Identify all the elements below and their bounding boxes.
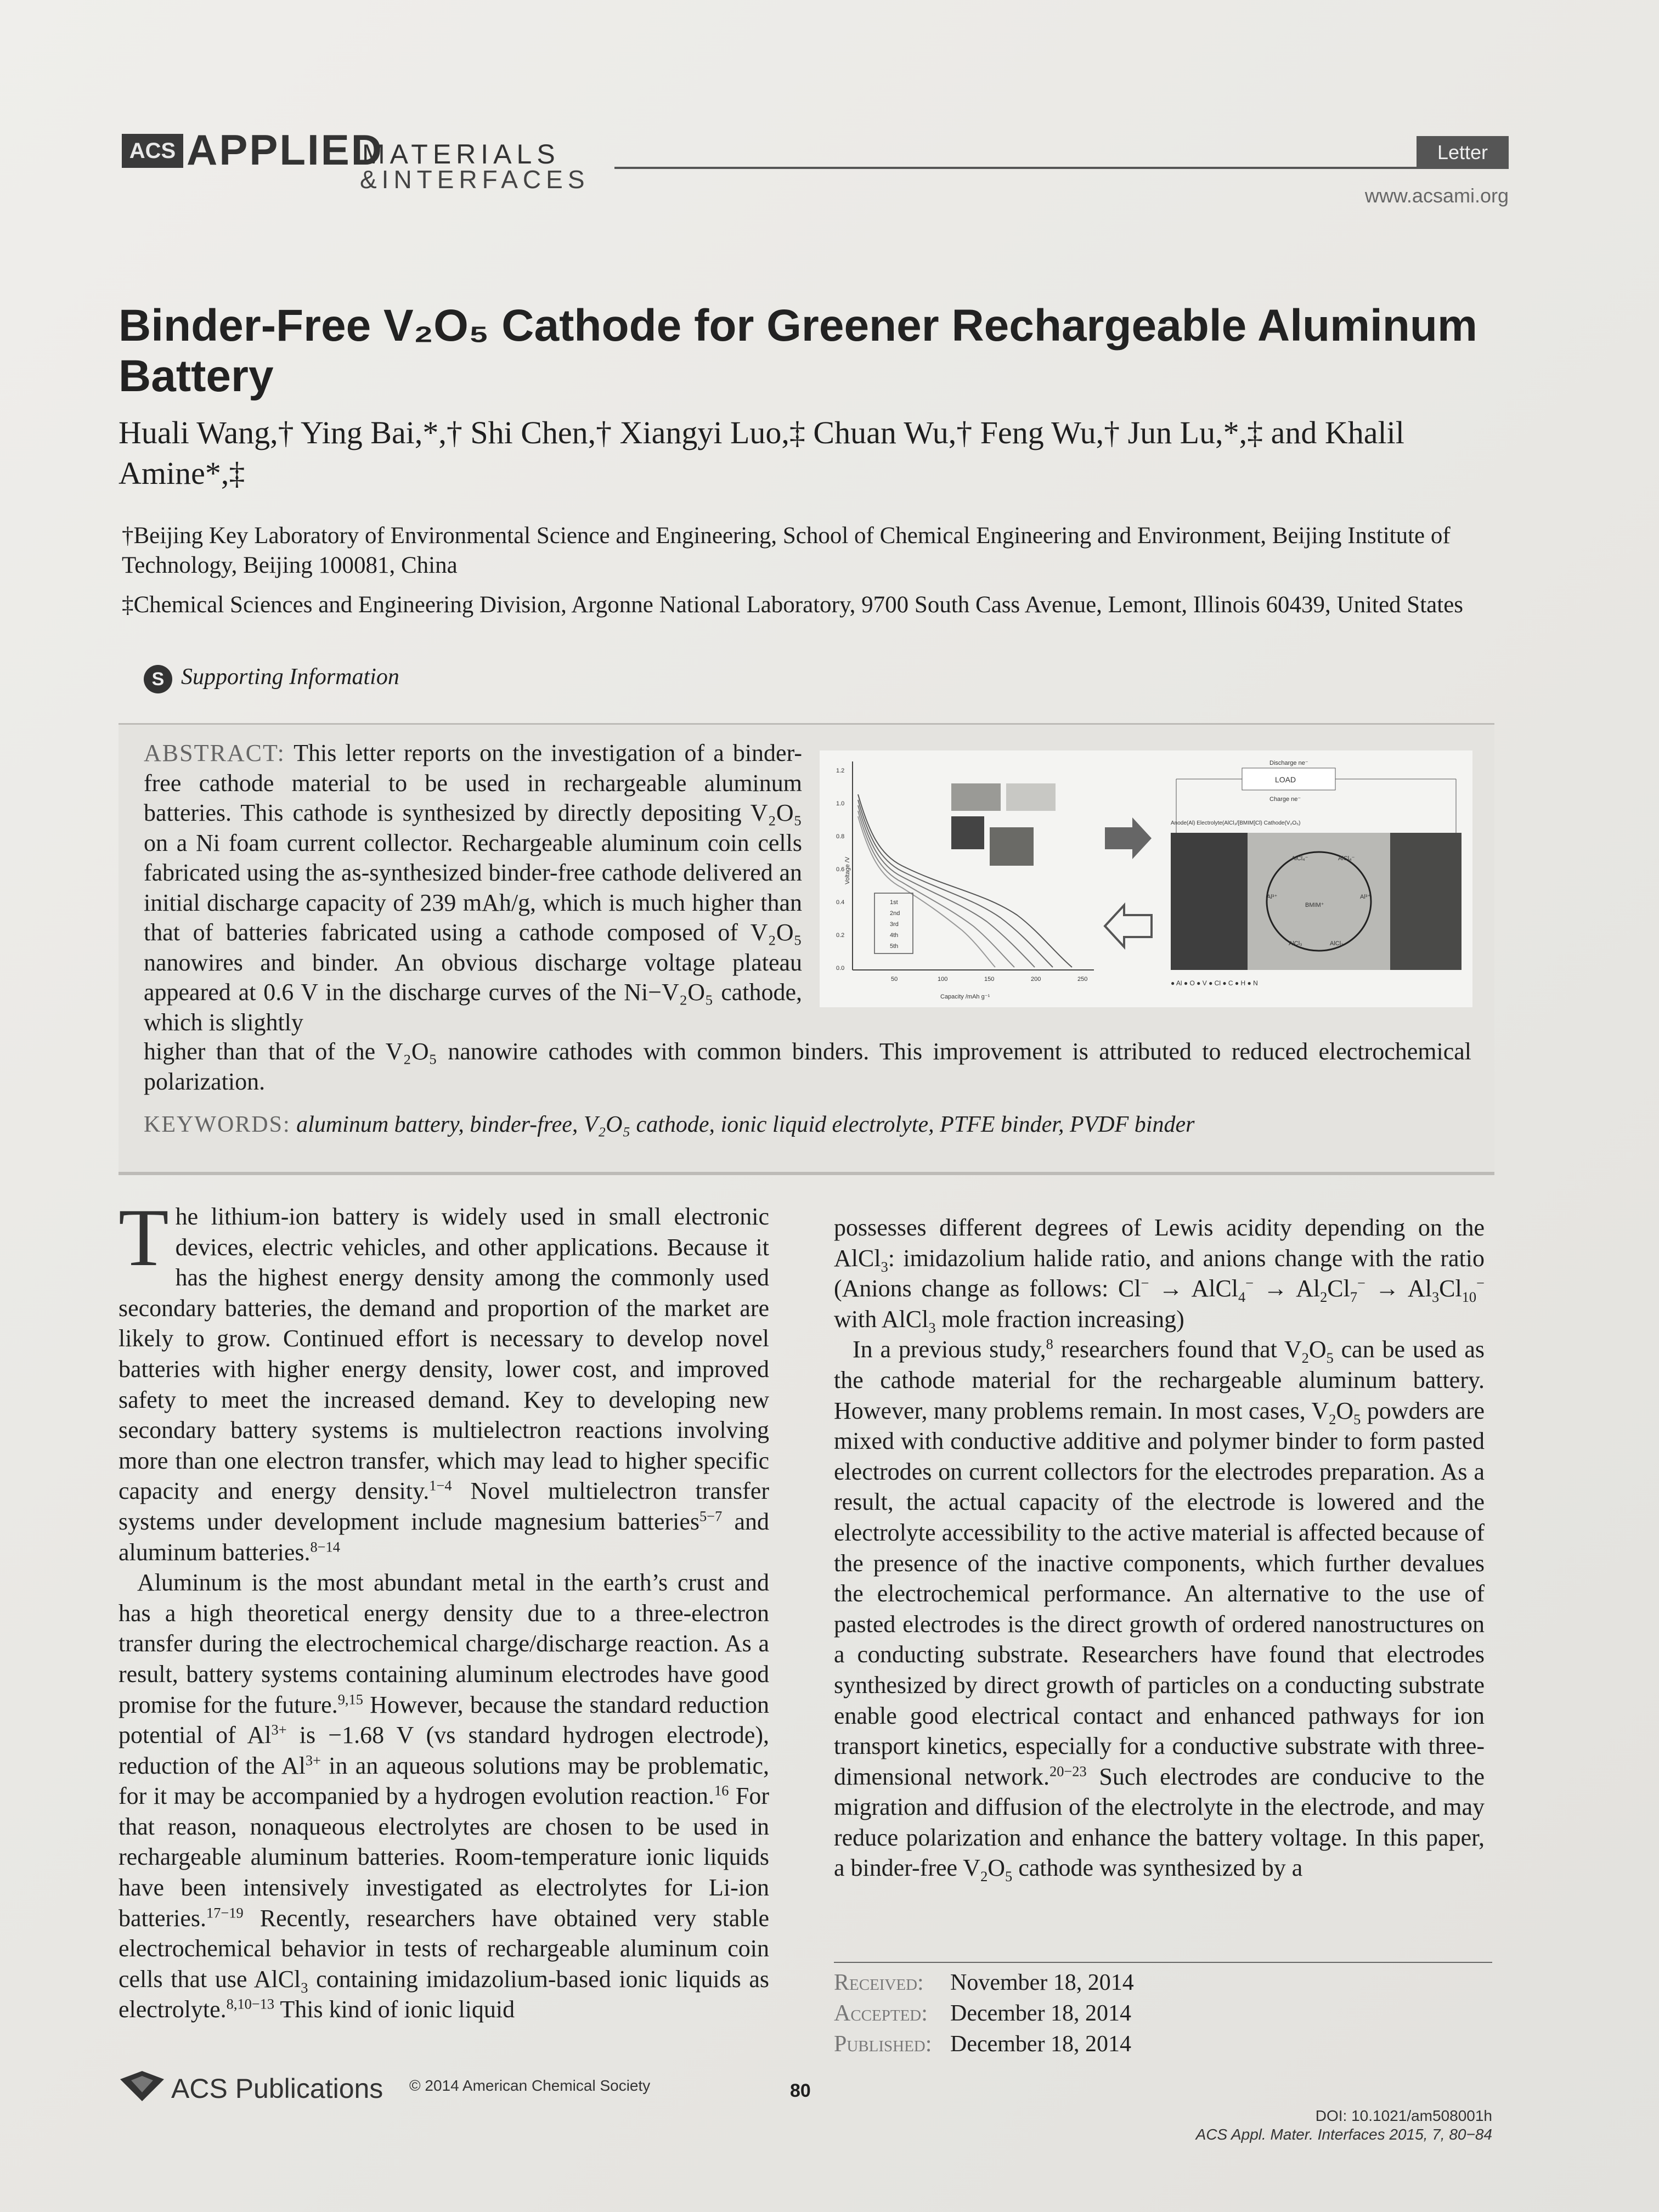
electrolyte-block <box>1248 833 1390 970</box>
ion-al3-b: Al³⁺ <box>1360 894 1371 900</box>
xtick-5: 250 <box>1077 976 1088 983</box>
acs-publications-logo-icon <box>117 2068 167 2107</box>
para-previous: In a previous study,$^8$ researchers found that $V_2O_5$ can be used as the cathode material for the rechargeable aluminum battery. However, many problems remain. In most cases, $V_2O_5$ powders are mixed with conductive additive and polymer binder to form pasted electrodes on current collectors for the electrodes preparation. As a result, the actual capacity of the electrode is lowered and the electrolyte accessibility to the active material is affected because of the presence of the inactive components, which further devalues the electrochemical performance. An alternative to the use of pasted electrodes is the direct growth of ordered nanostructures on a conducting substrate. Researchers have found that electrodes synthesized by direct growth of particles on a conducting substrate enable good electrical contact and enhanced pathways for ion transport kinetics, especially for a conductive substrate with three-dimensional network.$^{20-23}$ Such electrodes are conducive to the migration and diffusion of the electrolyte in the electrode, and may reduce polarization and enhance the battery voltage. In this paper, a binder-free $V_2O_5$ cathode was synthesized by a <box>834 1335 1485 1885</box>
header-rule <box>614 167 1509 169</box>
author-list: Huali Wang,† Ying Bai,*,† Shi Chen,† Xiangyi Luo,‡ Chuan Wu,† Feng Wu,† Jun Lu,*,‡ and Khalil Amine*,‡ <box>119 415 1404 491</box>
ytick-4: 0.6 <box>836 866 845 873</box>
body-column-right <box>834 1212 1485 1883</box>
legend-1: 1st <box>890 899 898 906</box>
toc-svg <box>820 751 1472 1007</box>
supporting-info-icon[interactable]: S <box>144 665 172 693</box>
ytick-5: 0.4 <box>836 899 845 906</box>
journal-name-materials: MATERIALS <box>362 139 560 170</box>
ytick-7: 0.0 <box>836 965 845 972</box>
chart-xlabel: Capacity /mAh g⁻¹ <box>940 994 990 1000</box>
journal-url[interactable]: www.acsami.org <box>1364 184 1509 207</box>
dates-rule <box>834 1962 1492 1963</box>
journal-name-interfaces: &INTERFACES <box>360 165 590 194</box>
article-type-badge: Letter <box>1417 136 1509 169</box>
footer-page-number: 80 <box>790 2080 811 2101</box>
schematic-discharge: Discharge ne⁻ <box>1269 760 1308 766</box>
anode-block <box>1171 833 1248 970</box>
drop-cap: T <box>119 1192 169 1283</box>
inset-image-3 <box>951 816 984 849</box>
abstract-bottom-rule <box>119 1172 1494 1173</box>
journal-name-applied: APPLIED <box>187 126 384 174</box>
ytick-3: 0.8 <box>836 833 845 840</box>
legend-5: 5th <box>890 943 899 950</box>
para-aluminum: Aluminum is the most abundant metal in the earth’s crust and has a high theoretical energy density due to a three-electron transfer during the electrochemical charge/discharge reaction. As a result, battery systems containing aluminum electrodes have good promise for the future.$^{9,15}$ However, because the standard reduction potential of $Al^{3+}$ is −1.68 V (vs standard hydrogen electrode), reduction of the $Al^{3+}$ in an aqueous solutions may be problematic, for it may be accompanied by a hydrogen evolution reaction.$^{16}$ For that reason, nonaqueous electrolytes are chosen to be used in rechargeable aluminum batteries. Room-temperature ionic liquids have been intensively investigated as electrolytes for Li-ion batteries.$^{17-19}$ Recently, researchers have obtained very stable electrochemical behavior in tests of rechargeable aluminum coin cells that use AlCl$_3$ containing imidazolium-based ionic liquids as electrolyte.$^{8,10-13}$ This kind of ionic liquid <box>119 1569 770 2023</box>
arrow-right-icon <box>1105 817 1152 859</box>
article-title: Binder-Free V₂O₅ Cathode for Greener Rechargeable Aluminum Battery <box>119 301 1477 401</box>
footer-doi-block <box>1152 2107 1492 2144</box>
affiliation-2: ‡Chemical Sciences and Engineering Division, Argonne National Laboratory, 9700 South Cass Avenue, Lemont, Illinois 60439, United States <box>122 592 1464 618</box>
ytick-1: 1.2 <box>836 768 845 774</box>
inset-image-4 <box>990 827 1034 866</box>
schematic-atom-legend: ● Al ● O ● V ● Cl ● C ● H ● N <box>1171 979 1258 987</box>
ion-bmim: BMIM⁺ <box>1305 902 1324 909</box>
keywords-label: KEYWORDS: <box>144 1112 291 1137</box>
schematic-load: LOAD <box>1275 775 1296 784</box>
schematic-cell-labels: Anode(Al) Electrolyte(AlCl₃/[BMIM]Cl) Cathode(V₂O₅) <box>1171 820 1301 826</box>
xtick-4: 200 <box>1031 976 1041 983</box>
article-dates <box>834 1967 1134 2059</box>
para-lewis: possesses different degrees of Lewis acidity depending on the AlCl$_3$: imidazolium halide ratio, and anions change with the ratio (Anions change as follows: Cl− → AlCl$_4$− → $Al_2Cl_7^- \to Al_3Cl_{10}^-$ with AlCl$_3$ mole fraction increasing) <box>834 1214 1485 1336</box>
inset-image-1 <box>951 783 1001 811</box>
legend-4: 4th <box>890 932 899 939</box>
ion-alcl4-b: AlCl₄⁻ <box>1338 855 1355 862</box>
ion-alcl-c: AlCl₃ <box>1289 940 1302 947</box>
xtick-3: 150 <box>984 976 995 983</box>
date-published: Published: December 18, 2014 <box>834 2032 1132 2057</box>
footer-publisher: ACS Publications <box>171 2073 383 2104</box>
keywords <box>144 1111 1471 1138</box>
date-received: Received: November 18, 2014 <box>834 1970 1134 1995</box>
cathode-block <box>1390 833 1462 970</box>
xtick-1: 50 <box>891 976 898 983</box>
footer-copyright: © 2014 American Chemical Society <box>409 2077 651 2094</box>
abstract-text-1: This letter reports on the investigation of a binder-free cathode material to be used in rechargeable aluminum batteries. This cathode is synthesized by directly depositing V₂O₅ on a Ni foam current collector. Rechargeable aluminum coin cells fabricated using the as-synthesized binder-free cathode delivered an initial discharge capacity of 239 mAh/g, which is much higher than that of batteries fabricated using a cathode composed of V₂O₅ nanowires and binder. An obvious discharge voltage plateau appeared at 0.6 V in the discharge curves of the Ni−V₂O₅ cathode, which is slightly <box>144 740 802 1036</box>
toc-graphic <box>820 751 1472 1007</box>
ion-al3-a: Al³⁺ <box>1267 894 1278 900</box>
supporting-info-link[interactable]: Supporting Information <box>181 664 399 690</box>
legend-2: 2nd <box>890 910 900 917</box>
affiliation-1: †Beijing Key Laboratory of Environmental Science and Engineering, School of Chemical Engineering and Environment, Beijing Institute of Technology, Beijing 100081, China <box>122 523 1451 578</box>
abstract-label: ABSTRACT: <box>144 740 285 766</box>
ytick-6: 0.2 <box>836 932 845 939</box>
footer-doi[interactable]: DOI: 10.1021/am508001h <box>1315 2107 1492 2124</box>
abstract-text-2: higher than that of the V₂O₅ nanowire cathodes with common binders. This improvement is attributed to reduced electrochemical polarization. <box>144 1038 1471 1095</box>
keywords-text: aluminum battery, binder-free, V₂O₅ cathode, ionic liquid electrolyte, PTFE binder, PVDF binder <box>296 1112 1195 1137</box>
schematic-charge: Charge ne⁻ <box>1269 796 1301 803</box>
xtick-2: 100 <box>938 976 948 983</box>
ion-alcl4-a: AlCl₄⁻ <box>1291 855 1308 862</box>
legend-3: 3rd <box>890 921 899 928</box>
abstract-part-1 <box>144 738 802 1037</box>
footer-citation: ACS Appl. Mater. Interfaces 2015, 7, 80−84 <box>1195 2126 1492 2143</box>
ion-alcl-d: AlCl₃ <box>1330 940 1344 947</box>
para-intro: The lithium-ion battery is widely used in small electronic devices, electric vehicles, and other applications. Because it has the highest energy density among the commonly used secondary batteries, the demand and proportion of the market are likely to grow. Continued effort is necessary to develop novel batteries with higher energy density, lower cost, and improved safety to meet the increased demand. Key to developing new secondary battery systems is multielectron reactions involving more than one electron transfer, which may lead to higher specific capacity and energy density.$^{1-4}$ Novel multielectron transfer systems under development include magnesium batteries$^{5-7}$ and aluminum batteries.$^{8-14}$ <box>119 1192 769 1566</box>
arrow-left-icon <box>1105 905 1152 947</box>
date-accepted: Accepted: December 18, 2014 <box>834 2001 1132 2026</box>
ytick-2: 1.0 <box>836 800 845 807</box>
inset-image-2 <box>1006 783 1056 811</box>
chart-ylabel: Voltage /V <box>844 856 851 884</box>
body-column-left <box>119 1192 770 2025</box>
acs-logo-box: ACS <box>122 134 183 168</box>
